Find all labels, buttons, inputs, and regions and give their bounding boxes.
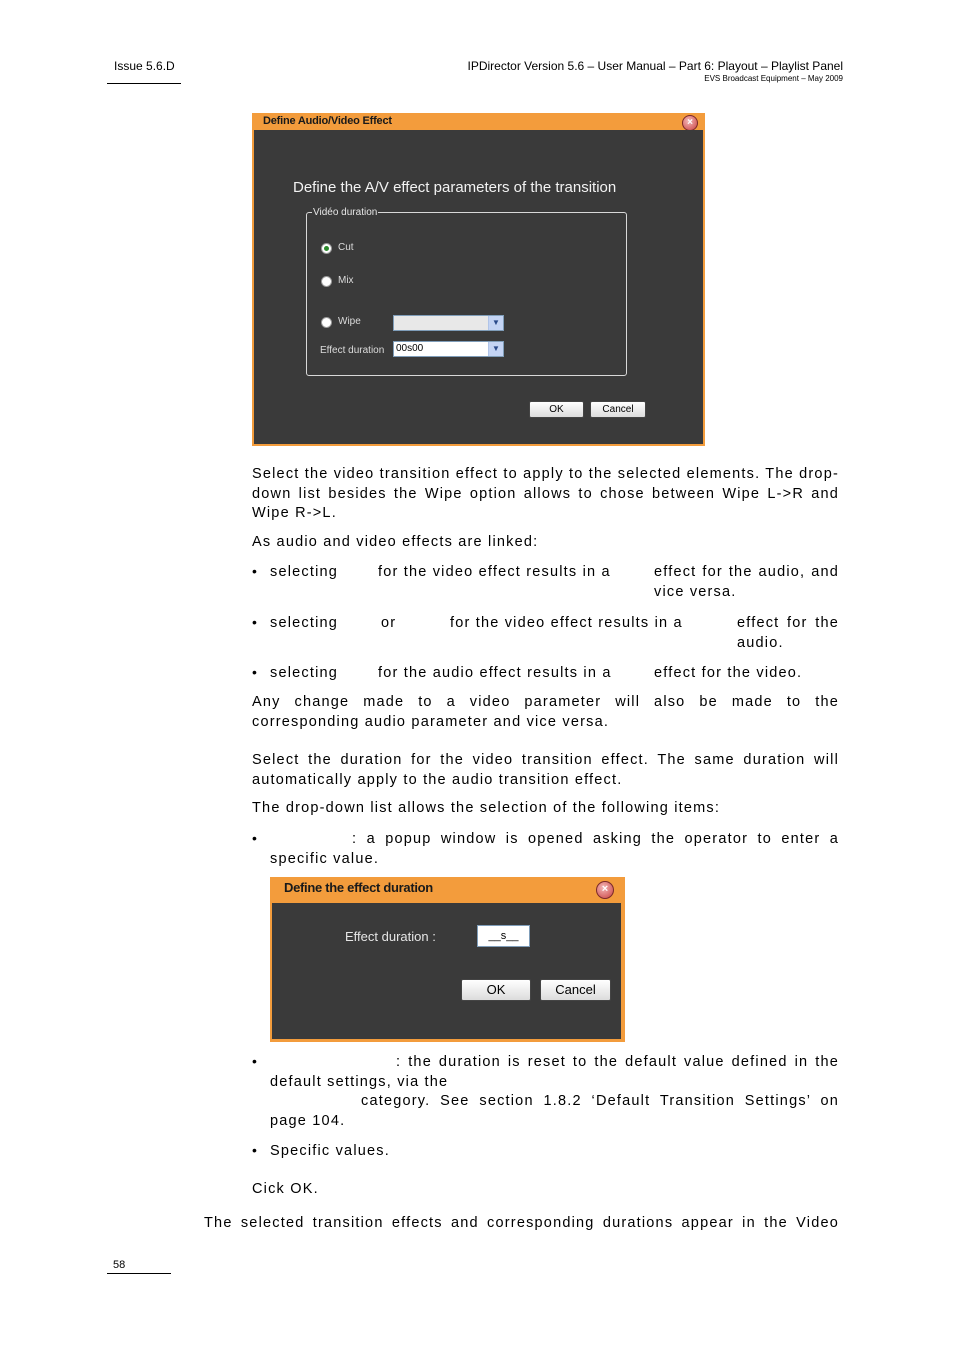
bullet2-part2: or — [381, 615, 397, 631]
mix-radio[interactable] — [321, 276, 332, 287]
mix-label: Mix — [338, 275, 354, 286]
effect-duration-value: 00s00 — [396, 343, 424, 354]
effect-duration-input[interactable]: __s__ — [477, 925, 530, 947]
bullet-dot: • — [252, 1142, 257, 1158]
bullet-dot: • — [252, 664, 257, 680]
bullet-dot: • — [252, 1053, 257, 1069]
duration-dialog-title: Define the effect duration — [284, 880, 433, 895]
paragraph-click-ok: Cick OK. — [252, 1181, 319, 1197]
effect-duration-dialog — [270, 877, 625, 1042]
bullet2-part3: for the video effect results in a — [450, 615, 683, 631]
bullet-dot: • — [252, 614, 257, 630]
av-dialog-title: Define Audio/Video Effect — [263, 115, 392, 127]
document-title: IPDirector Version 5.6 – User Manual – Part 6: Playout – Playlist Panel — [467, 59, 843, 73]
paragraph-dropdown-items: The drop-down list allows the selection of the following items: — [252, 800, 721, 816]
paragraph-linked: As audio and video effects are linked: — [252, 534, 539, 550]
wipe-label: Wipe — [338, 316, 361, 327]
publisher-line: EVS Broadcast Equipment – May 2009 — [704, 74, 843, 83]
bullet2-part4: effect for the audio. — [737, 615, 839, 651]
chevron-down-icon[interactable]: ▼ — [488, 316, 503, 330]
header-rule — [107, 83, 181, 84]
bullet4-text: : a popup window is opened asking the operator to enter a specific value. — [270, 831, 839, 867]
av-dialog-body — [254, 130, 703, 444]
paragraph-any-change: Any change made to a video parameter will also be made to the corresponding audio parameter and vice versa. — [252, 694, 839, 730]
duration-dialog-body — [272, 903, 621, 1039]
page-number: 58 — [113, 1259, 126, 1271]
bullet2-part1: selecting — [270, 615, 339, 631]
bullet-dot: • — [252, 830, 257, 846]
paragraph-select-effect: Select the video transition effect to apply to the selected elements. The drop-down list besides the Wipe option allows to chose between Wipe L->R and Wipe R->L. — [252, 466, 839, 521]
bullet1-part3: effect for the audio, and vice versa. — [654, 564, 839, 600]
chevron-down-icon[interactable]: ▼ — [488, 342, 503, 356]
paragraph-result: The selected transition effects and corresponding durations appear in the Video — [204, 1215, 839, 1231]
av-effect-dialog — [252, 113, 705, 446]
bullet6-text: Specific values. — [270, 1143, 390, 1159]
effect-duration-label: Effect duration : — [345, 929, 436, 944]
bullet3-part1: selecting — [270, 665, 339, 681]
bullet5-text: : the duration is reset to the default value defined in the default settings, via the — [270, 1054, 839, 1090]
wipe-radio[interactable] — [321, 317, 332, 328]
bullet3-part2: for the audio effect results in a — [378, 665, 612, 681]
paragraph-duration: Select the duration for the video transition effect. The same duration will automatically apply to the audio transition effect. — [252, 752, 839, 788]
effect-duration-label: Effect duration — [320, 345, 385, 356]
cut-radio[interactable] — [321, 243, 332, 254]
cancel-button[interactable]: Cancel — [540, 979, 611, 1001]
bullet1-part2: for the video effect results in a — [378, 564, 611, 580]
footer-rule — [107, 1273, 171, 1274]
cut-label: Cut — [338, 242, 354, 253]
wipe-direction-select[interactable] — [393, 315, 504, 331]
cancel-button[interactable]: Cancel — [590, 401, 646, 418]
bullet5-text-cont: category. See section 1.8.2 ‘Default Transition Settings’ on page 104. — [270, 1093, 839, 1129]
issue-label: Issue 5.6.D — [114, 59, 175, 73]
close-icon[interactable]: × — [682, 115, 698, 131]
ok-button[interactable]: OK — [529, 401, 584, 418]
bullet3-part3: effect for the video. — [654, 665, 803, 681]
bullet-dot: • — [252, 563, 257, 579]
video-duration-legend: Vidéo duration — [313, 207, 378, 218]
av-dialog-heading: Define the A/V effect parameters of the transition — [293, 179, 617, 196]
ok-button[interactable]: OK — [461, 979, 531, 1001]
close-icon[interactable]: × — [596, 881, 614, 899]
effect-duration-select[interactable] — [393, 341, 504, 357]
bullet1-part1: selecting — [270, 564, 339, 580]
